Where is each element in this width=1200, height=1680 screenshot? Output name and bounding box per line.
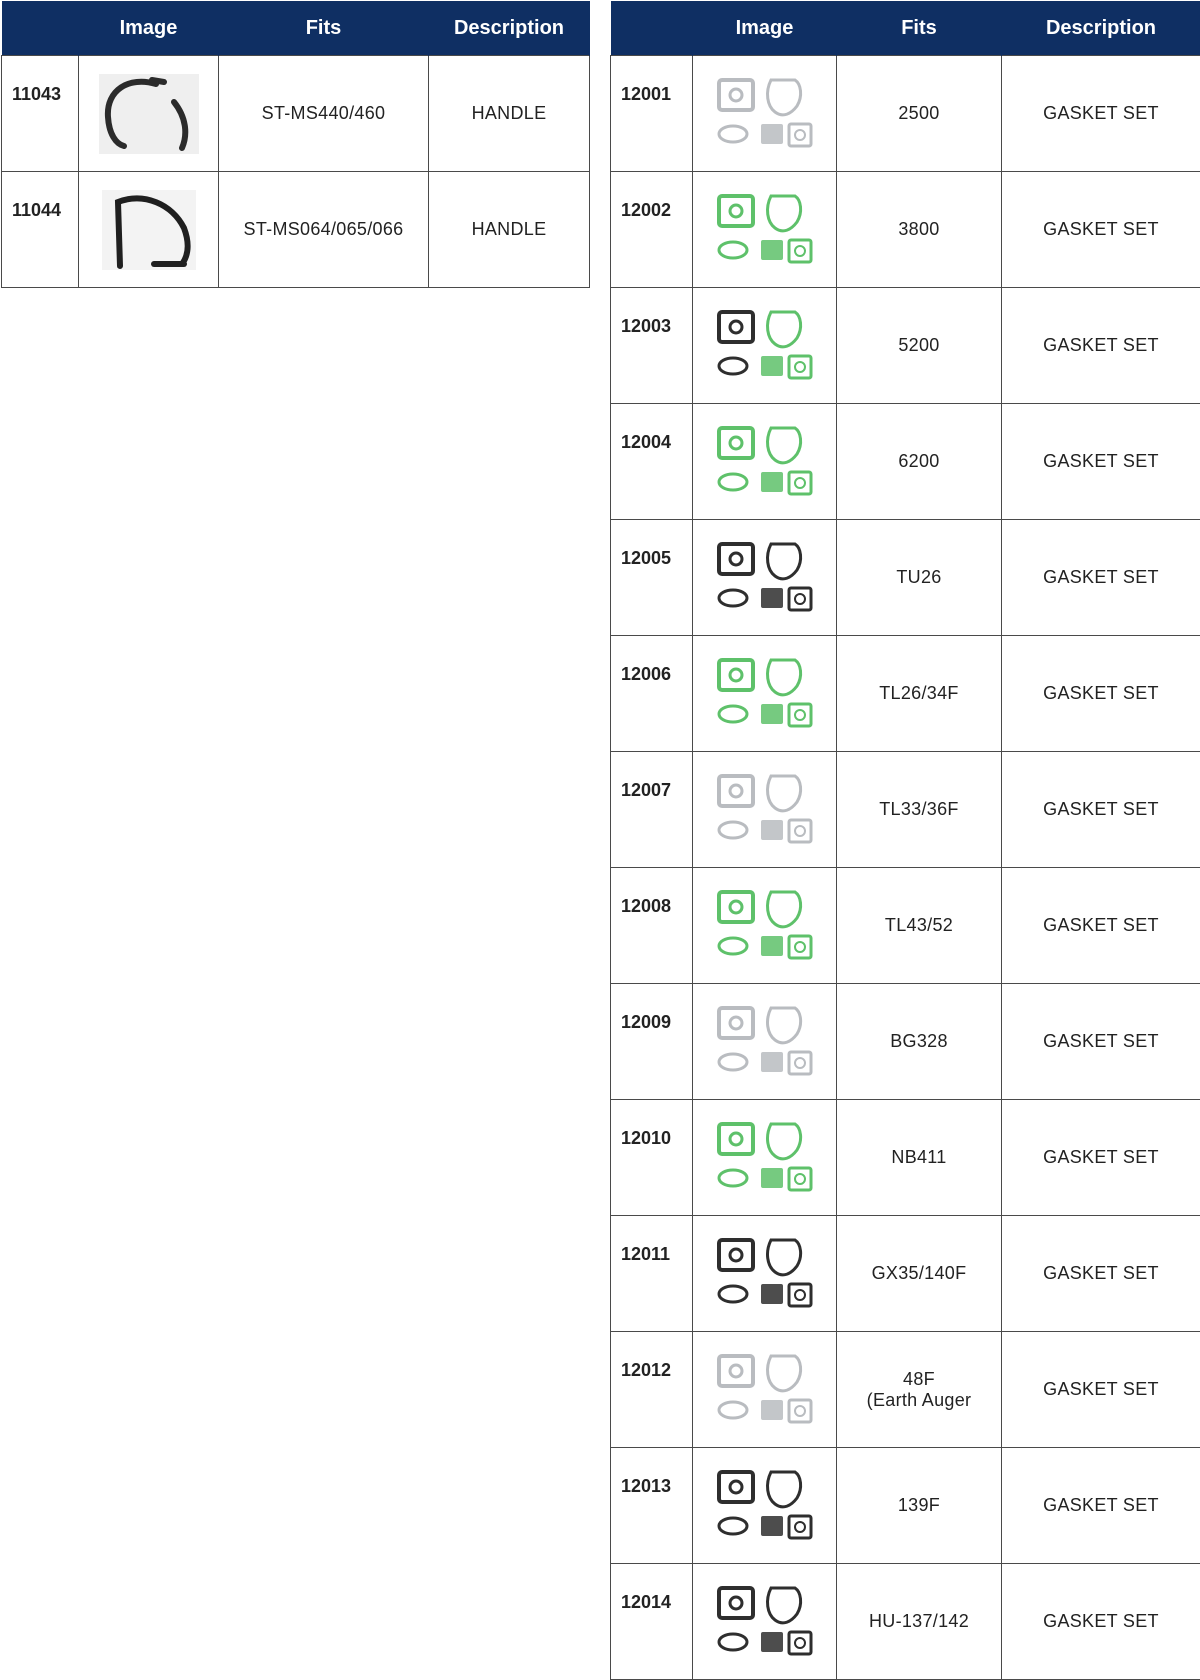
header-description: Description [429,1,590,56]
part-image [79,172,219,288]
part-image [693,636,837,752]
part-code: 12003 [611,288,693,404]
part-description: GASKET SET [1002,1564,1200,1680]
table-row [611,520,1200,636]
table-row [611,172,1200,288]
table-row [611,404,1200,520]
part-fits: HU-137/142 [837,1564,1002,1680]
part-code: 12005 [611,520,693,636]
part-code: 11044 [2,172,79,288]
gasket-table-body [611,56,1200,1680]
header-description: Description [1002,1,1200,56]
table-row [611,636,1200,752]
gasket-set-icon [693,72,836,156]
part-code: 12011 [611,1216,693,1332]
part-code: 12004 [611,404,693,520]
part-image [693,1100,837,1216]
gasket-set-icon [693,1348,836,1432]
fits-line-2: (Earth Auger [837,1390,1001,1411]
handle-table [1,1,590,288]
header-fits: Fits [219,1,429,56]
gasket-set-icon [693,536,836,620]
part-code: 12009 [611,984,693,1100]
part-fits: TU26 [837,520,1002,636]
part-image [693,172,837,288]
gasket-set-icon [693,1116,836,1200]
gasket-set-icon [693,768,836,852]
part-code: 12007 [611,752,693,868]
part-code: 12014 [611,1564,693,1680]
part-description: GASKET SET [1002,868,1200,984]
c-handle-icon [94,72,204,156]
part-description: GASKET SET [1002,56,1200,172]
table-row [611,984,1200,1100]
part-fits: TL33/36F [837,752,1002,868]
header-fits: Fits [837,1,1002,56]
gasket-set-icon [693,1000,836,1084]
table-row [611,868,1200,984]
table-row [611,752,1200,868]
part-fits: 139F [837,1448,1002,1564]
table-row [611,1564,1200,1680]
header-code [611,1,693,56]
part-description: GASKET SET [1002,752,1200,868]
part-description: GASKET SET [1002,1100,1200,1216]
part-fits: ST-MS064/065/066 [219,172,429,288]
part-description: GASKET SET [1002,172,1200,288]
part-code: 12002 [611,172,693,288]
table-row [611,56,1200,172]
table-row [611,1216,1200,1332]
part-description: GASKET SET [1002,288,1200,404]
part-image [693,1332,837,1448]
table-row [611,1100,1200,1216]
part-fits: 5200 [837,288,1002,404]
part-fits: BG328 [837,984,1002,1100]
part-code: 11043 [2,56,79,172]
part-image [693,868,837,984]
part-fits: TL43/52 [837,868,1002,984]
gasket-set-icon [693,652,836,736]
table-row [2,172,590,288]
gasket-set-icon [693,188,836,272]
part-image [693,752,837,868]
part-description: HANDLE [429,172,590,288]
part-description: GASKET SET [1002,1448,1200,1564]
part-image [693,1564,837,1680]
part-fits: ST-MS440/460 [219,56,429,172]
part-image [693,1448,837,1564]
part-image [693,404,837,520]
part-image [693,288,837,404]
part-code: 12010 [611,1100,693,1216]
part-fits: 6200 [837,404,1002,520]
table-row [611,288,1200,404]
header-image: Image [693,1,837,56]
d-handle-icon [94,188,204,272]
header-code [2,1,79,56]
part-description: GASKET SET [1002,636,1200,752]
part-description: GASKET SET [1002,1332,1200,1448]
part-description: GASKET SET [1002,520,1200,636]
part-fits: TL26/34F [837,636,1002,752]
handle-table-header [2,1,590,56]
part-description: HANDLE [429,56,590,172]
part-image [693,1216,837,1332]
part-description: GASKET SET [1002,1216,1200,1332]
header-image: Image [79,1,219,56]
part-fits: NB411 [837,1100,1002,1216]
gasket-set-icon [693,304,836,388]
part-fits: GX35/140F [837,1216,1002,1332]
part-code: 12001 [611,56,693,172]
gasket-set-icon [693,1232,836,1316]
part-code: 12006 [611,636,693,752]
gasket-set-icon [693,1464,836,1548]
table-row [611,1448,1200,1564]
fits-line-1: 48F [837,1369,1001,1390]
part-image [693,520,837,636]
table-row [611,1332,1200,1448]
part-image [693,984,837,1100]
gasket-set-icon [693,420,836,504]
table-row [2,56,590,172]
gasket-set-icon [693,884,836,968]
part-description: GASKET SET [1002,984,1200,1100]
part-fits: 2500 [837,56,1002,172]
part-fits: 3800 [837,172,1002,288]
gasket-set-icon [693,1580,836,1664]
part-code: 12013 [611,1448,693,1564]
part-code: 12012 [611,1332,693,1448]
part-image [79,56,219,172]
gasket-table-header [611,1,1200,56]
gasket-table [610,1,1200,1680]
part-code: 12008 [611,868,693,984]
part-image [693,56,837,172]
part-fits [837,1332,1002,1448]
part-description: GASKET SET [1002,404,1200,520]
